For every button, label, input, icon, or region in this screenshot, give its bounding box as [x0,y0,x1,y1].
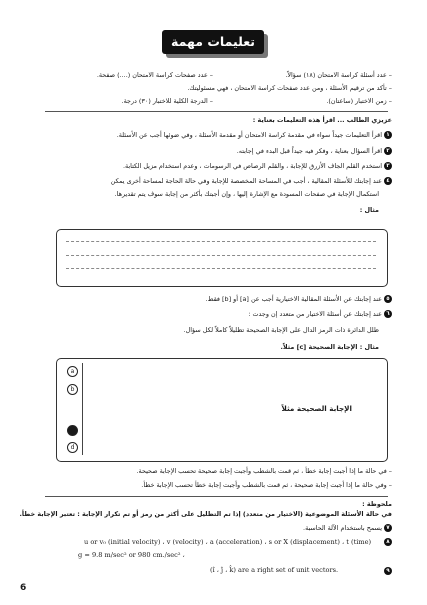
instruction-3 [123,162,392,171]
option-a-bubble: a [67,366,78,377]
duration-text: – زمن الاختبار (ساعتان). [326,97,392,105]
instruction-3-text: استخدم القلم الجاف الأزرق للإجابة ، والقلم الرصاص في الرسومات ، وعدم استخدام مزيل الكتابة. [122,162,382,170]
number-badge-3: ٣ [384,162,392,170]
instruction-9-badge-wrap [382,567,392,576]
answer-line-1 [66,241,376,242]
instruction-6 [248,310,392,319]
number-badge-9: ٩ [384,567,392,575]
option-d-bubble: d [67,442,78,453]
instruction-6-text: عند إجابتك عن أسئلة الاختيار من متعدد إن وجدت : [248,310,382,318]
questions-count-text: – عدد أسئلة كراسة الامتحان (١٨) سؤالاً. [285,71,392,79]
instruction-7 [303,524,392,533]
page-number: 6 [20,583,27,593]
number-badge-4: ٤ [384,177,392,185]
option-b-bubble: b [67,384,78,395]
instruction-5 [206,295,392,304]
instruction-8-line-1: u or v₀ (initial velocity) ، v (velocity) ، a (acceleration) ، s or X (displacement) ، t (time) [84,538,372,546]
instruction-4-text: عند إجابتك للأسئلة المقالية ، أجب في المساحة المخصصة للإجابة وفي حالة الحاجة لمساحة أخرى يمكن [110,177,382,185]
instruction-9-text: (î ، ĵ ، k̂) are a right set of unit vectors. [210,566,339,574]
instruction-1-text: اقرأ التعليمات جيداً سواء في مقدمة كراسة الامتحان أو مقدمة الأسئلة ، وفي ضوئها أجب عن الأسئلة. [116,131,382,139]
number-badge-5: ٥ [384,295,392,303]
number-badge-8: ٨ [384,538,392,546]
instruction-2 [237,147,392,156]
answer-line-3 [66,268,376,269]
number-badge-2: ٢ [384,147,392,155]
number-badge-6: ٦ [384,310,392,318]
note-line-1: – في حالة ما إذا أجبت إجابة خطأ ، ثم قمت بالشطب وأجبت إجابة صحيحة تحسب الإجابة صحيحة. [136,467,392,475]
instruction-8-line-2: g = 9.8 m/sec² or 980 cm./sec² ، [78,551,185,559]
instruction-4-continuation: استكمال الإجابة في صفحات المسودة مع الإشارة إليها ، وإن أجبتك بأكثر من إجابة سوف يتم تقديرها. [114,190,379,198]
essay-answer-box [56,229,388,287]
note-text: في حالة الأسئلة الموضوعية (الاختيار من متعدد) إذا تم التظليل على أكثر من رمز أو تم تكرار الإجابة : تعتبر الإجابة خطأ. [19,510,392,518]
mcq-separator [82,363,83,455]
instruction-6-sub: ظلل الدائرة ذات الرمز الدال على الإجابة الصحيحة تظليلاً كاملاً لكل سؤال. [183,326,379,334]
page-title: تعليمات مهمة [162,30,264,54]
correct-answer-label: الإجابة الصحيحة مثلاً [281,404,352,413]
example-label: مثال : [359,206,379,214]
greeting-heading: عزيزي الطالب ... اقرأ هذه التعليمات بعناية : [252,116,392,124]
total-score-text: – الدرجة الكلية للاختبار (٣٠) درجة. [121,97,213,105]
instruction-7-text: يسمح باستخدام الآلة الحاسبة. [303,524,382,532]
example-2-label: مثال : الإجابة الصحيحة [c] مثلاً. [280,343,379,351]
number-badge-7: ٧ [384,524,392,532]
note-label: ملحوظة : [362,500,392,508]
title-banner [162,30,268,60]
instruction-8-badge-wrap [382,538,392,547]
pages-count-text: – عدد صفحات كراسة الامتحان (....) صفحة. [96,71,213,79]
instruction-2-text: اقرأ السؤال بعناية ، وفكر فيه جيداً قبل البدء في إجابته. [236,147,382,155]
instruction-5-text: عند إجابتك عن الأسئلة المقالية الاختيارية أجب عن [a] أو [b] فقط. [205,295,382,303]
answer-line-2 [66,255,376,256]
number-badge-1: ١ [384,131,392,139]
option-c-bubble-filled: c [67,425,78,436]
divider-mid [45,496,388,497]
note-line-2: – وفي حالة ما إذا أجبت إجابة صحيحة ، ثم قمت بالشطب وأجبت إجابة خطأ تحسب الإجابة خطأ. [141,481,392,489]
divider-top [45,111,388,112]
instruction-4 [111,177,392,186]
check-numbering-text: – تأكد من ترقيم الأسئلة ، ومن عدد صفحات كراسة الامتحان ، فهي مسئوليتك. [187,84,392,92]
instruction-1 [117,131,392,140]
